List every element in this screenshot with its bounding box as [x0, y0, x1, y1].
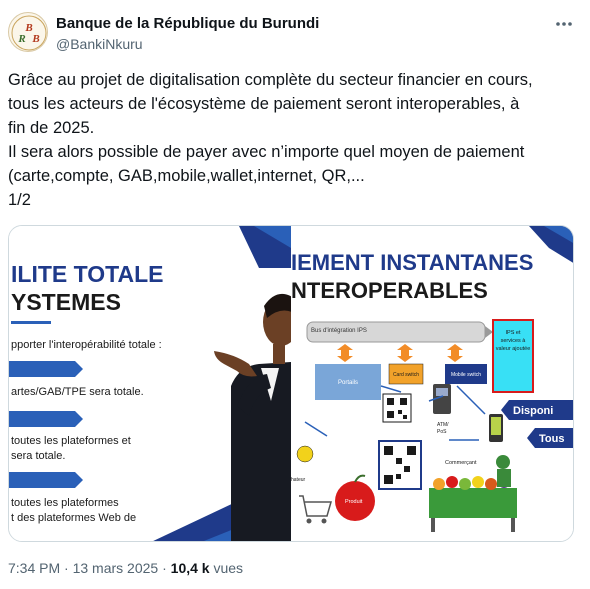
left-item-3b: t des plateformes Web de: [11, 512, 137, 524]
brb-logo: [9, 13, 48, 52]
views-label: vues: [213, 560, 244, 576]
author-avatar[interactable]: [8, 12, 48, 52]
portails-label: Portails: [337, 380, 359, 386]
atm-label: ATM/: [437, 422, 449, 428]
right-title-2: NTEROPERABLES: [291, 278, 488, 303]
left-item-1: artes/GAB/TPE sera totale.: [11, 386, 144, 398]
views-count: 10,4 k: [170, 560, 210, 576]
pos-label: PoS: [437, 429, 447, 435]
tag-tous: Tous: [539, 433, 565, 445]
left-panel: [9, 226, 299, 542]
author-name[interactable]: Banque de la République du Burundi: [56, 15, 320, 32]
right-panel: [291, 226, 574, 542]
tag-disponible: Disponi: [513, 405, 554, 417]
tweet-text-line: tous les acteurs de l'écosystème de paiement seront interoperables, à: [8, 95, 520, 113]
left-title-2: YSTEMES: [11, 289, 121, 315]
ips-line-3: valeur ajoutée: [495, 346, 531, 352]
left-intro: pporter l'interopérabilité totale :: [11, 339, 162, 351]
tweet-text-line: Il sera alors possible de payer avec n’importe quel moyen de paiement: [8, 143, 525, 161]
svg-text:B: B: [32, 33, 40, 45]
tweet-date[interactable]: 13 mars 2025: [72, 560, 159, 576]
author-handle[interactable]: @BankiNkuru: [56, 36, 143, 52]
left-item-3a: toutes les plateformes: [11, 497, 119, 509]
ips-line-2: services à: [500, 338, 526, 344]
left-item-2b: sera totale.: [11, 450, 66, 462]
left-item-2a: toutes les plateformes et: [11, 435, 131, 447]
card-switch-label: Card switch: [392, 372, 420, 378]
more-options-button[interactable]: [552, 12, 576, 36]
meta-separator: ·: [64, 560, 69, 576]
tweet-time[interactable]: 7:34 PM: [8, 560, 61, 576]
mobile-switch-label: Mobile switch: [450, 372, 482, 378]
acheteur-label: hateur: [291, 477, 306, 483]
tweet-meta: [8, 560, 243, 576]
commercant-label: Commerçant: [445, 460, 477, 466]
tweet-text-line: (carte,compte, GAB,mobile,wallet,internet, QR,...: [8, 167, 365, 185]
produit-label: Produit: [345, 499, 363, 505]
bus-label: Bus d'intégration IPS: [311, 328, 367, 334]
right-title-1: IEMENT INSTANTANES: [291, 250, 534, 275]
svg-text:R: R: [18, 33, 26, 45]
tweet-text-line: fin de 2025.: [8, 119, 95, 137]
tweet-media-image[interactable]: [8, 225, 574, 542]
svg-text:B: B: [25, 22, 33, 34]
infographic: [9, 226, 574, 542]
meta-separator: ·: [162, 560, 167, 576]
left-title-1: ILITE TOTALE: [11, 261, 164, 287]
ips-line-1: IPS et: [505, 330, 521, 336]
tweet-text: [8, 68, 578, 212]
tweet-text-line: Grâce au projet de digitalisation complète du secteur financier en cours,: [8, 71, 533, 89]
more-horizontal-icon: [554, 14, 574, 34]
tweet-text-line: 1/2: [8, 191, 31, 209]
